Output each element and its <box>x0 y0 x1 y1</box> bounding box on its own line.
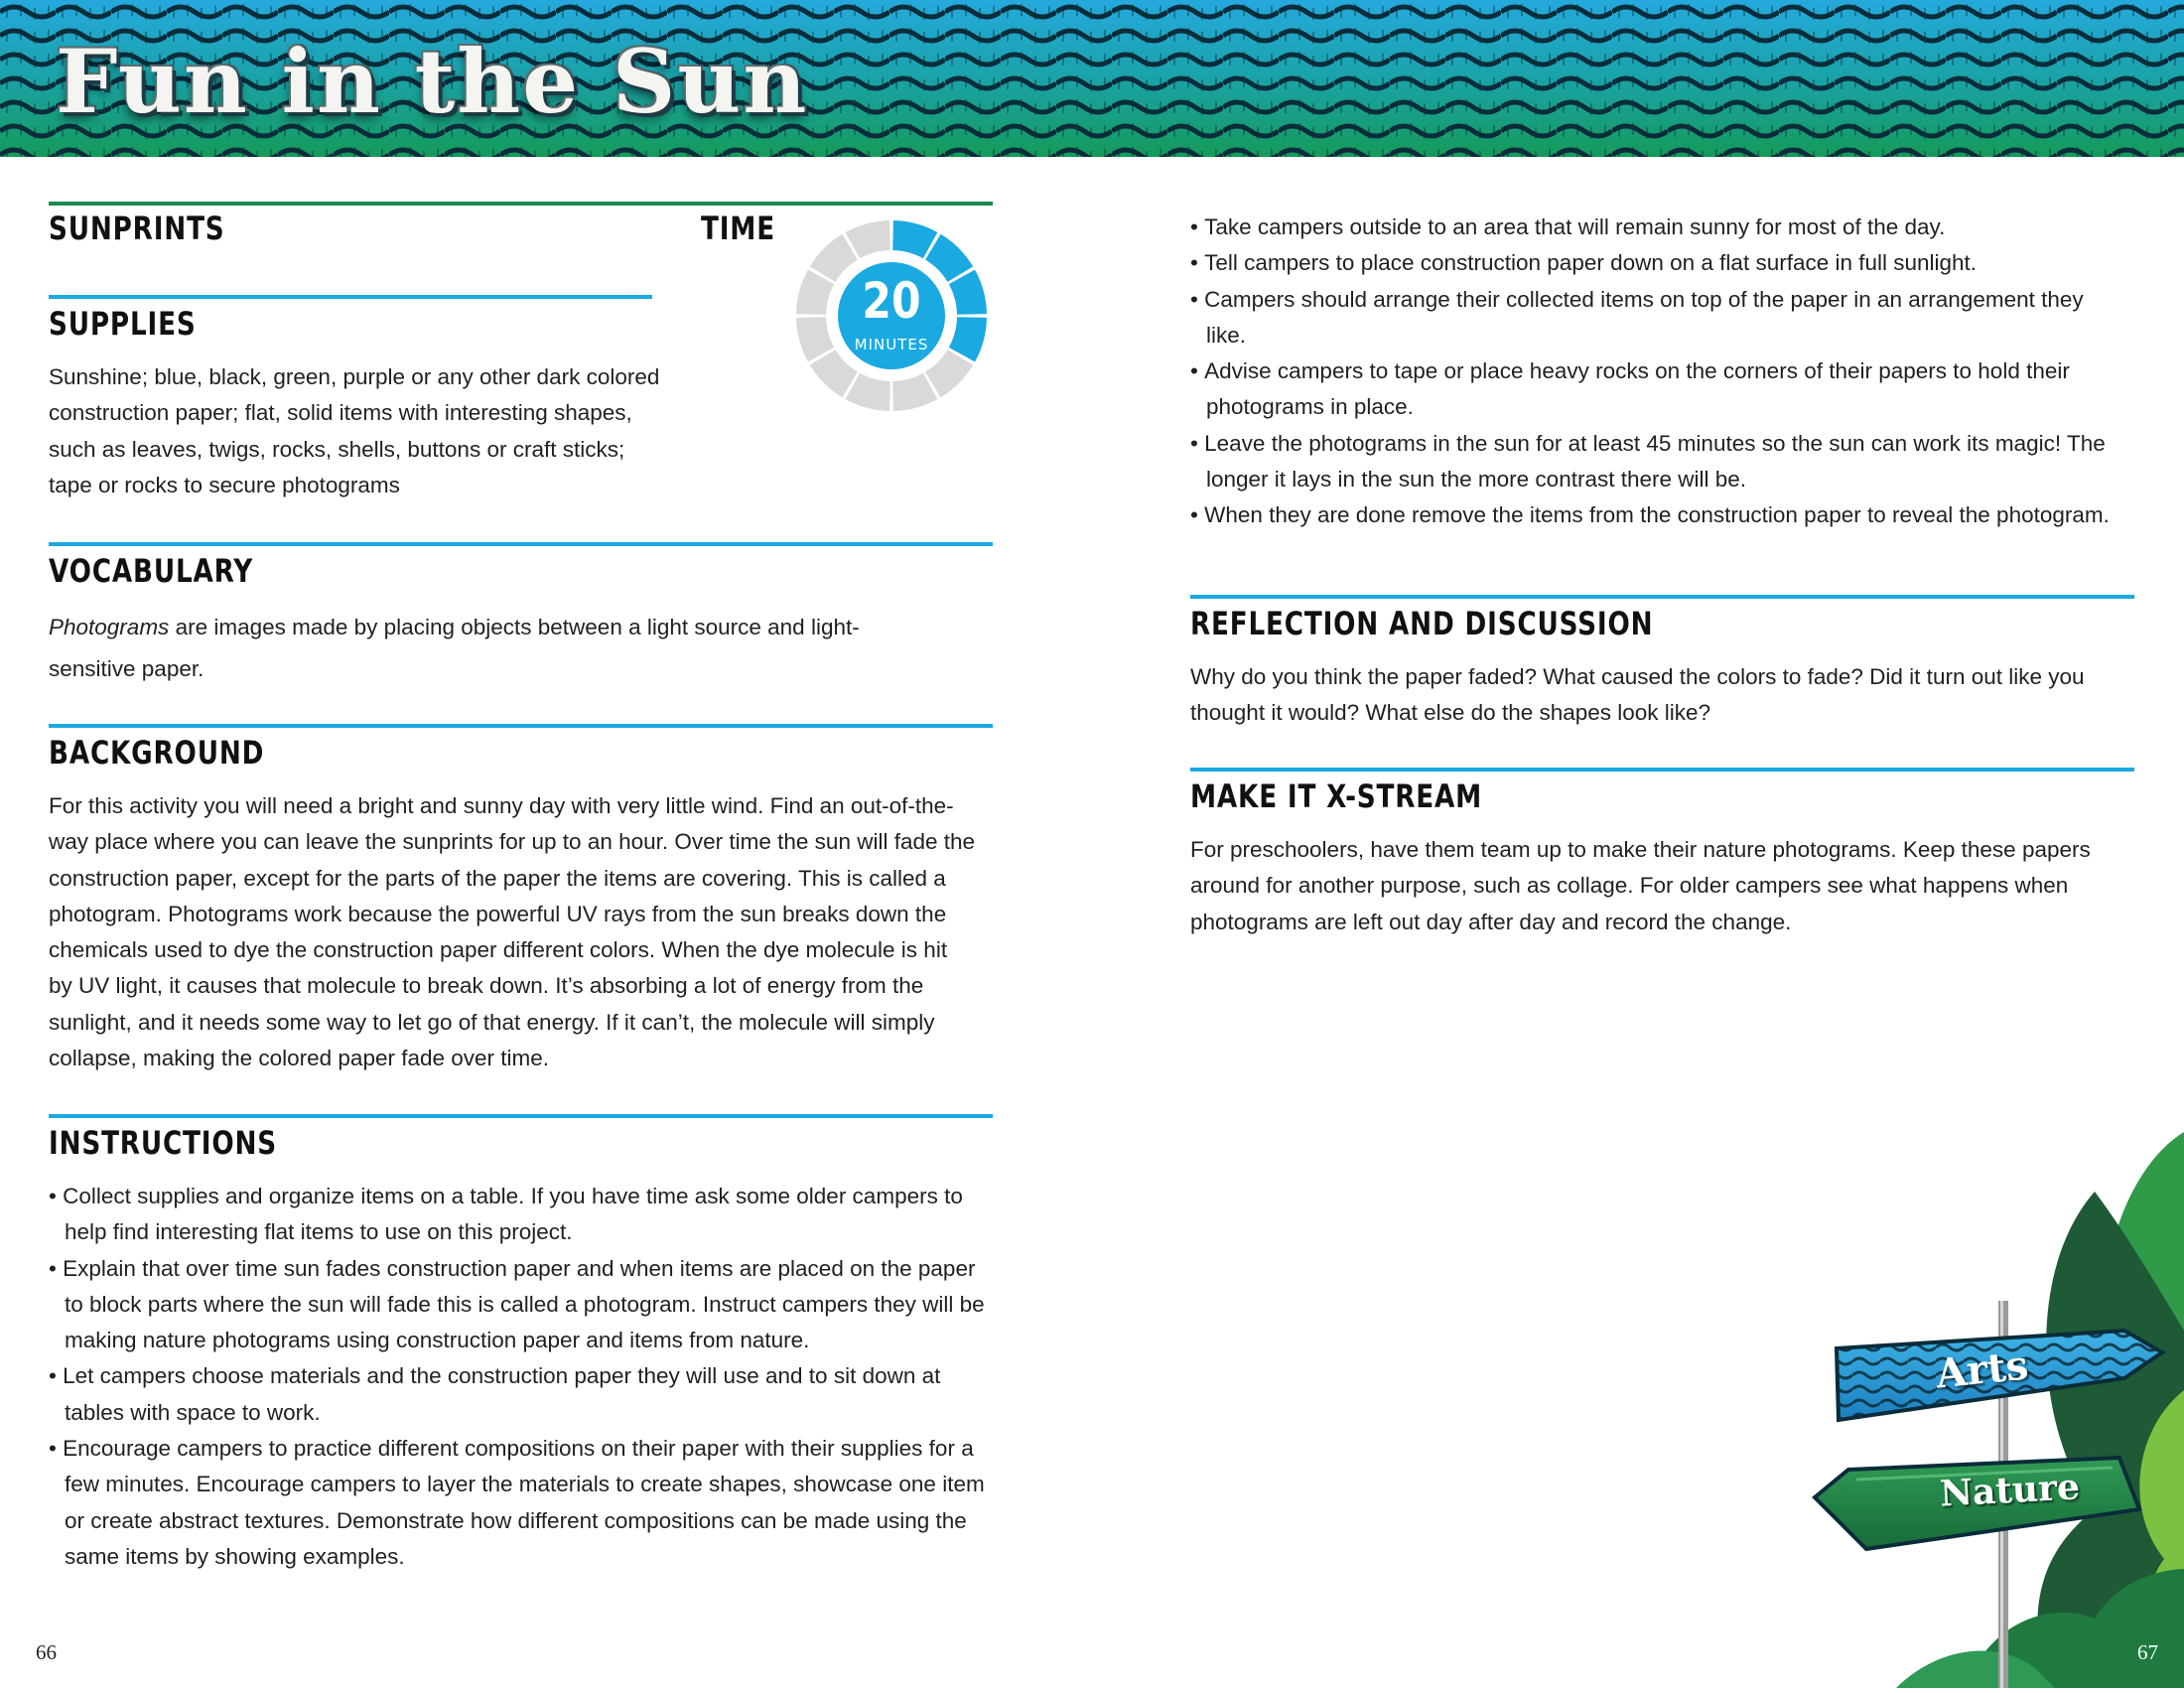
list-item: • Leave the photograms in the sun for at least 45 minutes so the sun can work its magic! The longer it lays in the sun the more contrast there will be. <box>1190 426 2128 498</box>
activity-title-rule <box>49 202 993 206</box>
vocabulary-term: Photograms <box>49 615 170 639</box>
reflection-text: Why do you think the paper faded? What caused the colors to fade? Did it turn out like you thought it would? What else do the shapes look like? <box>1190 664 2085 726</box>
instructions-section <box>49 1124 987 1575</box>
supplies-section <box>49 305 664 503</box>
instructions-continued <box>1190 210 2128 534</box>
vocabulary-section <box>49 552 873 690</box>
list-item: • Take campers outside to an area that will remain sunny for most of the day. <box>1190 210 2128 245</box>
time-indicator <box>794 218 989 413</box>
background-rule <box>49 724 993 728</box>
xstream-text: For preschoolers, have them team up to make their nature photograms. Keep these papers around for another purpose, such as collage. For older campers see what happens when photograms are left out day after day and record the change. <box>1190 837 2091 934</box>
reflection-rule <box>1190 595 2134 599</box>
list-item: • Let campers choose materials and the construction paper they will use and to sit down at tables with space to work. <box>49 1358 987 1431</box>
instructions-rule <box>49 1114 993 1118</box>
supplies-text: Sunshine; blue, black, green, purple or any other dark colored construction paper; flat, solid items with interesting shapes, such as leaves, twigs, rocks, shells, buttons or craft sticks; tape or rocks to secure photograms <box>49 364 660 497</box>
activity-title <box>49 210 263 247</box>
vocabulary-rule <box>49 542 993 546</box>
instructions-continued-list <box>1190 210 2128 534</box>
list-item: • Campers should arrange their collected items on top of the paper in an arrangement they like. <box>1190 282 2128 354</box>
supplies-rule <box>49 295 652 299</box>
page-number-right: 67 <box>2137 1640 2158 1664</box>
activity-name: SUNPRINTS <box>49 210 225 247</box>
instructions-list <box>49 1179 987 1575</box>
sign-label-arts: Arts <box>1933 1341 2031 1398</box>
signpost-illustration <box>1797 1132 2184 1688</box>
background-heading: BACKGROUND <box>49 734 265 772</box>
instructions-heading: INSTRUCTIONS <box>49 1124 277 1162</box>
xstream-section <box>1190 777 2133 940</box>
time-label: TIME <box>701 210 775 247</box>
page-title: Fun in the Sun <box>56 30 809 133</box>
list-item: • Explain that over time sun fades construction paper and when items are placed on the paper to block parts where the sun will fade this is called a photogram. Instruct campers they will be making nature photograms using construction paper and items from nature. <box>49 1251 987 1359</box>
vocabulary-heading: VOCABULARY <box>49 552 254 590</box>
list-item: • Encourage campers to practice different compositions on their paper with their supplies for a few minutes. Encourage campers to layer the materials to create shapes, showcase one item or create abstract textures. Demonstrate how different compositions can be made using the same items by showing examples. <box>49 1431 987 1575</box>
vocabulary-definition: are images made by placing objects between a light source and light-sensitive paper. <box>49 615 860 681</box>
time-unit: MINUTES <box>854 336 929 353</box>
supplies-heading: SUPPLIES <box>49 305 197 343</box>
page-number-left: 66 <box>36 1640 57 1664</box>
time-label-block <box>701 210 791 247</box>
xstream-rule <box>1190 768 2134 772</box>
list-item: • When they are done remove the items from the construction paper to reveal the photogram. <box>1190 497 2128 533</box>
list-item: • Collect supplies and organize items on a table. If you have time ask some older campers to help find interesting flat items to use on this project. <box>49 1179 987 1251</box>
list-item: • Tell campers to place construction paper down on a flat surface in full sunlight. <box>1190 245 2128 281</box>
background-section <box>49 734 977 1076</box>
reflection-section <box>1190 605 2133 732</box>
sign-label-nature: Nature <box>1938 1466 2081 1515</box>
reflection-heading: REFLECTION AND DISCUSSION <box>1190 605 1654 642</box>
xstream-heading: MAKE IT X-STREAM <box>1190 777 1483 815</box>
list-item: • Advise campers to tape or place heavy rocks on the corners of their papers to hold their photograms in place. <box>1190 353 2128 426</box>
tree-and-signpost <box>1797 1132 2184 1688</box>
time-value: 20 <box>862 272 921 330</box>
vocabulary-text <box>49 607 873 690</box>
background-text: For this activity you will need a bright and sunny day with very little wind. Find an out-of-the-way place where you can leave the sunprints for up to an hour. Over time the sun will fade the construction paper, except for the parts of the paper the items are covering. This is called a photogram. Photograms work because the powerful UV rays from the sun breaks down the chemicals used to dye the construction paper different colors. When the dye molecule is hit by UV light, it causes that molecule to break down. It’s absorbing a lot of energy from the sunlight, and it needs some way to let go of that energy. If it can’t, the molecule will simply collapse, making the colored paper fade over time. <box>49 793 976 1071</box>
